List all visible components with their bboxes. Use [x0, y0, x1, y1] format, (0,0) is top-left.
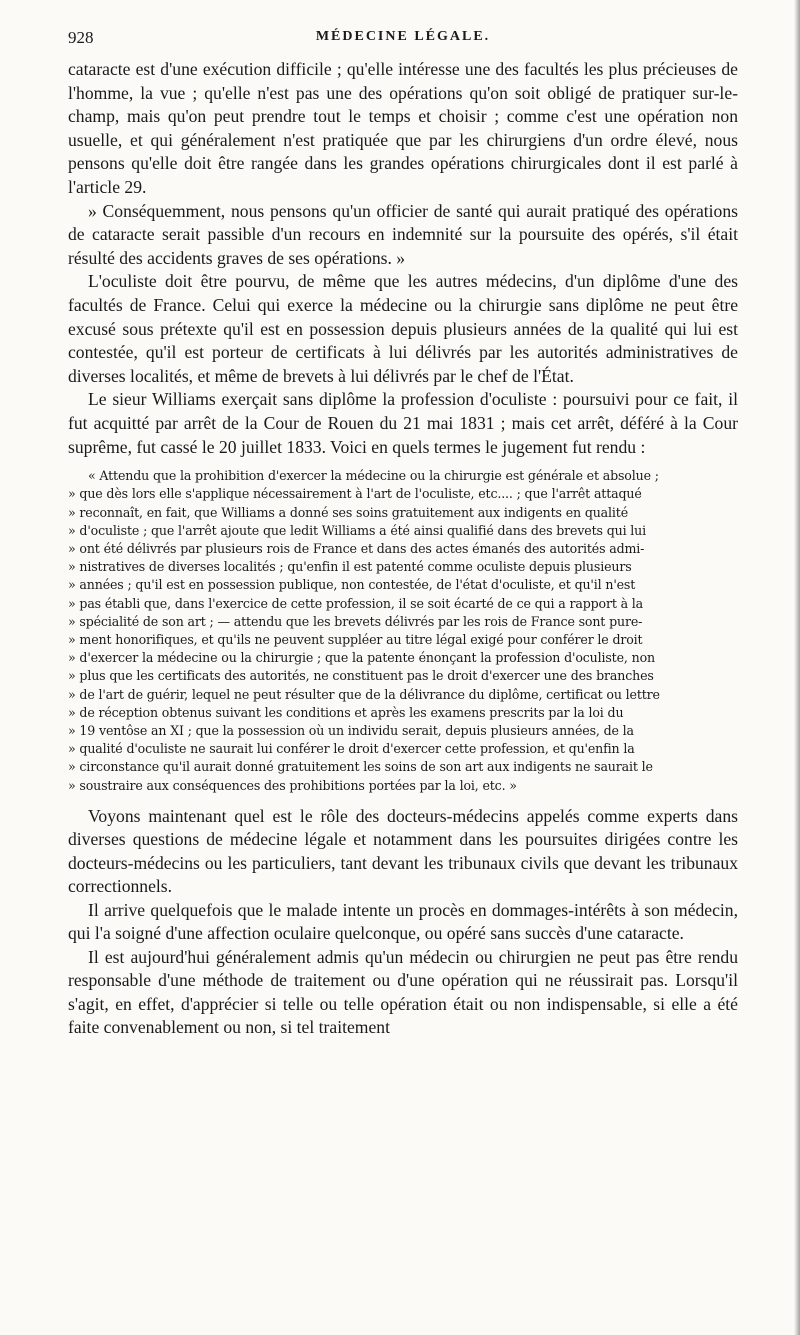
court-judgment-quote	[68, 467, 738, 795]
quote-line: » 19 ventôse an XI ; que la possession où un individu serait, depuis plusieurs années, de la	[68, 722, 634, 738]
paragraph: L'oculiste doit être pourvu, de même que les autres médecins, d'un diplôme d'une des facultés de France. Celui qui exerce la médecine ou la chirurgie sans diplôme ne peut être excusé sous prétexte qu'il est en possession depuis plusieurs années de la qualité qui lui est contestée, qu'il est porteur de certificats à lui délivrés par les autorités administratives de diverses localités, et même de brevets à lui délivrés par le chef de l'État.	[68, 271, 738, 386]
paragraph: » Conséquemment, nous pensons qu'un officier de santé qui aurait pratiqué des opérations de cataracte serait passible d'un recours en indemnité sur la poursuite des opérés, s'il était résulté des accidents graves de ses opérations. »	[68, 200, 738, 268]
paragraph: Le sieur Williams exerçait sans diplôme la profession d'oculiste : poursuivi pour ce fait, il fut acquitté par arrêt de la Cour de Rouen du 21 mai 1831 ; mais cet arrêt, déféré à la Cour suprême, fut cassé le 20 juillet 1833. Voici en quels termes le jugement fut rendu :	[68, 389, 738, 457]
quote-line: » soustraire aux conséquences des prohibitions portées par la loi, etc. »	[68, 777, 517, 793]
quote-line: » ont été délivrés par plusieurs rois de France et dans des actes émanés des autorités admi-	[68, 540, 645, 556]
paragraph: Il est aujourd'hui généralement admis qu'un médecin ou chirurgien ne peut pas être rendu responsable d'une méthode de traitement ou d'une opération qui ne réussirait pas. Lorsqu'il s'agit, en effet, d'apprécier si telle ou telle opération était ou non indispensable, si elle a été faite convenablement ou non, si tel traitement	[68, 946, 738, 1038]
quote-line: » que dès lors elle s'applique nécessairement à l'art de l'oculiste, etc.... ; que l'arrêt attaqué	[68, 486, 642, 502]
quote-line: » de réception obtenus suivant les conditions et après les examens prescrits par la loi du	[68, 704, 624, 720]
book-page	[68, 28, 738, 1040]
quote-line: » spécialité de son art ; — attendu que les brevets délivrés par les rois de France sont pure-	[68, 613, 643, 629]
body-text	[68, 58, 738, 459]
quote-line: » pas établi que, dans l'exercice de cette profession, il se soit écarté de ce qui a rapport à la	[68, 595, 644, 611]
body-text-continued	[68, 805, 738, 1040]
page-header	[68, 28, 738, 58]
quote-line: » ment honorifiques, et qu'ils ne peuvent suppléer au titre légal exigé pour conférer le droit	[68, 631, 643, 647]
quote-line: » d'exercer la médecine ou la chirurgie ; que la patente énonçant la profession d'oculiste, non	[68, 650, 655, 666]
quote-line: « Attendu que la prohibition d'exercer la médecine ou la chirurgie est générale et absolue ;	[88, 468, 659, 484]
quote-line: » qualité d'oculiste ne saurait lui conférer le droit d'exercer cette profession, et qu'enfin la	[68, 741, 635, 757]
paragraph: Voyons maintenant quel est le rôle des docteurs-médecins appelés comme experts dans diverses questions de médecine légale et notamment dans les poursuites dirigées contre les docteurs-médecins ou les particuliers, tant devant les tribunaux civils que devant les tribunaux correctionnels.	[68, 805, 738, 897]
paragraph: cataracte est d'une exécution difficile ; qu'elle intéresse une des facultés les plus précieuses de l'homme, la vue ; qu'elle n'est pas une des opérations qu'on soit obligé de pratiquer sur-le-champ, mais qu'on peut prendre tout le temps et choisir ; comme c'est une opération non usuelle, et qui généralement n'est pratiquée que par les chirurgiens d'un ordre élevé, nous pensons qu'elle doit être rangée dans les grandes opérations chirurgicales dont il est parlé à l'article 29.	[68, 59, 738, 197]
running-head: MÉDECINE LÉGALE.	[315, 29, 491, 44]
paragraph: Il arrive quelquefois que le malade intente un procès en dommages-intérêts à son médecin, qui l'a soigné d'une affection oculaire quelconque, ou opéré sans succès d'une cataracte.	[68, 899, 738, 944]
quote-line: » reconnaît, en fait, que Williams a donné ses soins gratuitement aux indigents en qualité	[68, 504, 629, 520]
quote-line: » nistratives de diverses localités ; qu'enfin il est patenté comme oculiste depuis plusieurs	[68, 559, 632, 575]
quote-line: » d'oculiste ; que l'arrêt ajoute que ledit Williams a été ainsi qualifié dans des brevets qui lui	[68, 522, 647, 538]
page-edge-shadow	[794, 0, 800, 1335]
quote-line: » années ; qu'il est en possession publique, non contestée, de l'état d'oculiste, et qu'il n'est	[68, 577, 636, 593]
quote-line: » de l'art de guérir, lequel ne peut résulter que de la délivrance du diplôme, certificat ou lettre	[68, 686, 660, 702]
page-number: 928	[68, 28, 94, 47]
quote-line: » circonstance qu'il aurait donné gratuitement les soins de son art aux indigents ne saurait le	[68, 759, 653, 775]
quote-line: » plus que les certificats des autorités, ne constituent pas le droit d'exercer une des branches	[68, 668, 654, 684]
